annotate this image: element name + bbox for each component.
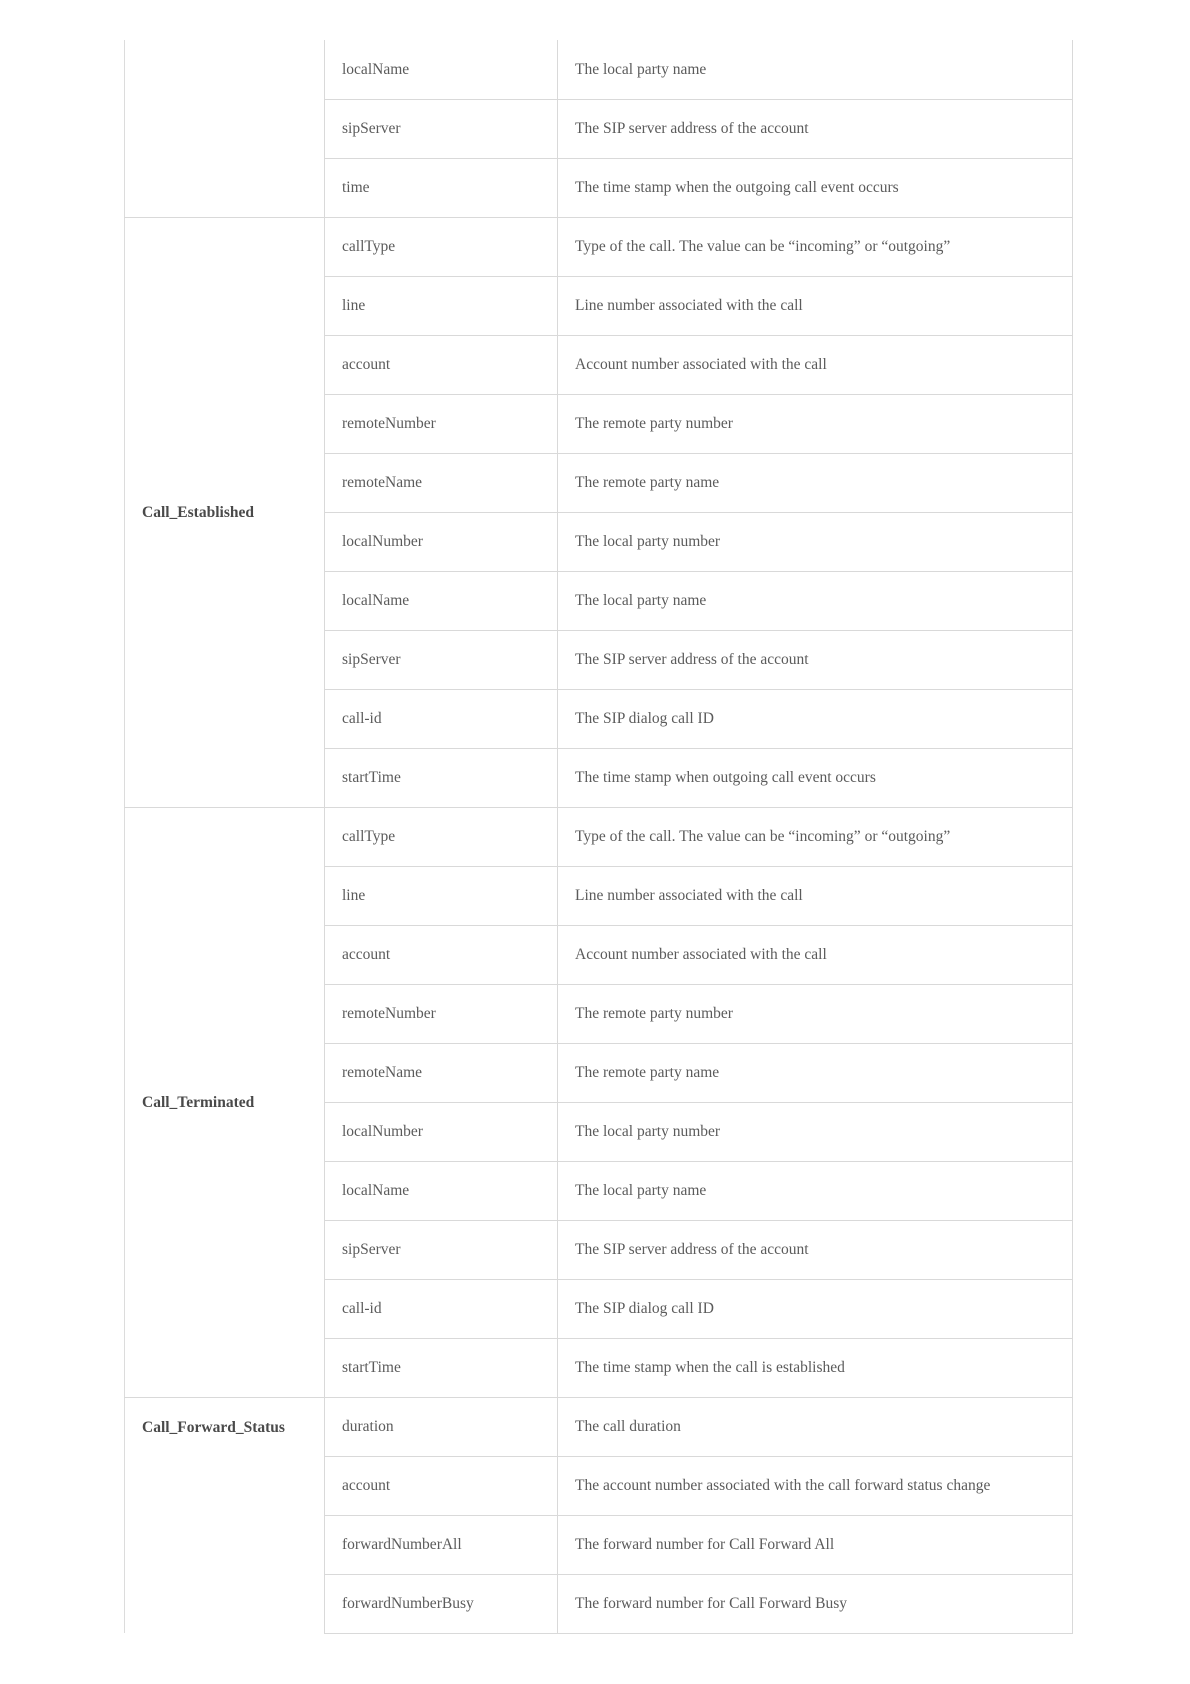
parameter-description-cell: The local party name	[558, 571, 1073, 630]
table-row	[125, 40, 1073, 99]
table-row	[125, 807, 1073, 866]
parameter-description-cell: Line number associated with the call	[558, 866, 1073, 925]
parameter-description-cell: Line number associated with the call	[558, 276, 1073, 335]
parameter-name-cell: sipServer	[325, 99, 558, 158]
parameter-description-cell: The account number associated with the call forward status change	[558, 1456, 1073, 1515]
parameter-description-cell: The SIP dialog call ID	[558, 1279, 1073, 1338]
parameter-name-cell: account	[325, 335, 558, 394]
parameter-name-cell: call-id	[325, 689, 558, 748]
parameter-name-cell: remoteName	[325, 453, 558, 512]
parameter-name-cell: startTime	[325, 1338, 558, 1397]
parameter-description-cell: The remote party name	[558, 1043, 1073, 1102]
parameter-name-cell: account	[325, 925, 558, 984]
parameter-name-cell: localNumber	[325, 1102, 558, 1161]
parameter-name-cell: callType	[325, 807, 558, 866]
parameter-description-cell: The SIP server address of the account	[558, 99, 1073, 158]
parameter-description-cell: Type of the call. The value can be “incoming” or “outgoing”	[558, 807, 1073, 866]
event-name-cell: Call_Established	[125, 217, 325, 807]
parameter-description-cell: Type of the call. The value can be “incoming” or “outgoing”	[558, 217, 1073, 276]
event-name-cell: Call_Terminated	[125, 807, 325, 1397]
parameter-description-cell: The local party number	[558, 512, 1073, 571]
parameter-name-cell: remoteName	[325, 1043, 558, 1102]
parameter-description-cell: The forward number for Call Forward Busy	[558, 1574, 1073, 1633]
parameter-description-cell: The SIP server address of the account	[558, 630, 1073, 689]
parameter-name-cell: time	[325, 158, 558, 217]
parameter-name-cell: localName	[325, 1161, 558, 1220]
parameter-name-cell: sipServer	[325, 630, 558, 689]
parameter-name-cell: account	[325, 1456, 558, 1515]
parameter-name-cell: localNumber	[325, 512, 558, 571]
parameter-name-cell: forwardNumberAll	[325, 1515, 558, 1574]
parameter-description-cell: The remote party name	[558, 453, 1073, 512]
parameter-description-cell: The SIP server address of the account	[558, 1220, 1073, 1279]
parameter-description-cell: The remote party number	[558, 984, 1073, 1043]
parameter-description-cell: The time stamp when outgoing call event occurs	[558, 748, 1073, 807]
parameter-name-cell: line	[325, 276, 558, 335]
parameter-description-cell: The forward number for Call Forward All	[558, 1515, 1073, 1574]
parameter-name-cell: duration	[325, 1397, 558, 1456]
parameter-description-cell: The time stamp when the call is established	[558, 1338, 1073, 1397]
parameter-name-cell: remoteNumber	[325, 394, 558, 453]
parameter-description-cell: Account number associated with the call	[558, 335, 1073, 394]
parameter-name-cell: remoteNumber	[325, 984, 558, 1043]
parameter-name-cell: callType	[325, 217, 558, 276]
table-row	[125, 217, 1073, 276]
table-row	[125, 1397, 1073, 1456]
parameter-name-cell: localName	[325, 571, 558, 630]
parameter-description-cell: The local party name	[558, 1161, 1073, 1220]
parameter-name-cell: line	[325, 866, 558, 925]
parameter-name-cell: localName	[325, 40, 558, 99]
event-parameter-table	[124, 40, 1073, 1634]
event-name-cell: Call_Forward_Status	[125, 1397, 325, 1633]
parameter-description-cell: The remote party number	[558, 394, 1073, 453]
parameter-name-cell: sipServer	[325, 1220, 558, 1279]
parameter-description-cell: The local party number	[558, 1102, 1073, 1161]
parameter-description-cell: The call duration	[558, 1397, 1073, 1456]
table-body	[125, 40, 1073, 1633]
parameter-description-cell: The SIP dialog call ID	[558, 689, 1073, 748]
parameter-description-cell: The local party name	[558, 40, 1073, 99]
parameter-name-cell: forwardNumberBusy	[325, 1574, 558, 1633]
parameter-description-cell: Account number associated with the call	[558, 925, 1073, 984]
parameter-name-cell: call-id	[325, 1279, 558, 1338]
parameter-name-cell: startTime	[325, 748, 558, 807]
event-name-cell	[125, 40, 325, 217]
parameter-description-cell: The time stamp when the outgoing call event occurs	[558, 158, 1073, 217]
